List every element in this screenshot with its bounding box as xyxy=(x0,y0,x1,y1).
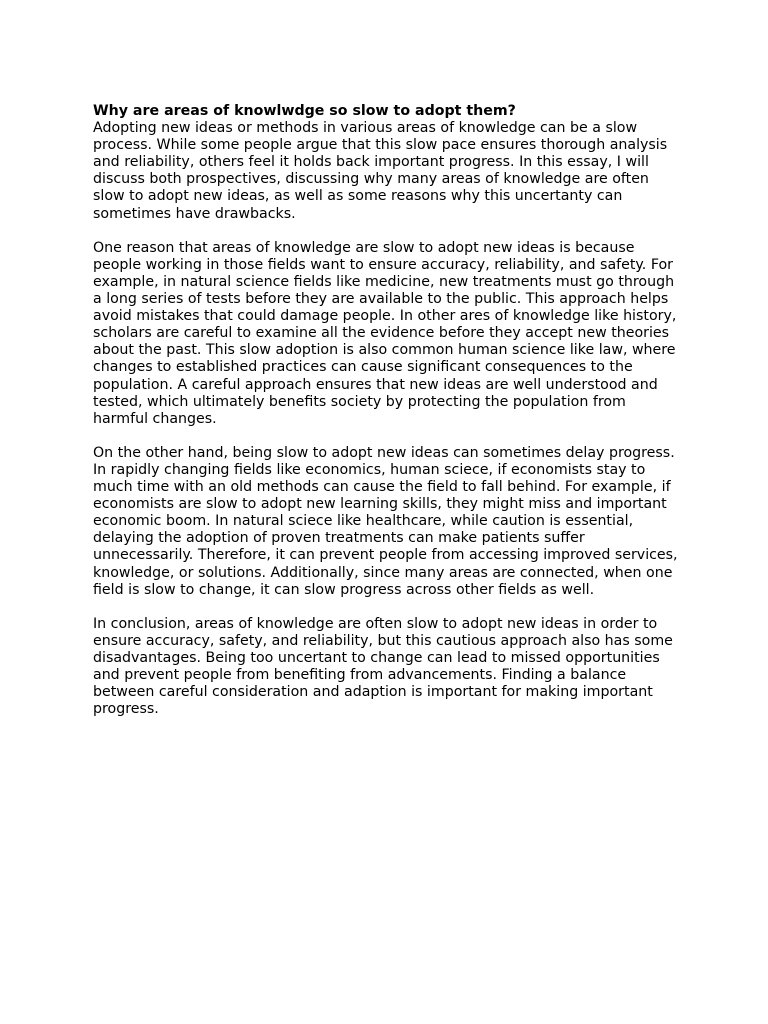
paragraph-introduction: Adopting new ideas or methods in various areas of knowledge can be a slow process. While some people argue that this slow pace ensures thorough analysis and reliability, others feel it holds back important progress. In this essay, I will discuss both prospectives, discussing why many areas of knowledge are often slow to adopt new ideas, as well as some reasons why this uncertanty can sometimes have drawbacks. xyxy=(93,120,668,222)
paragraph-conclusion: In conclusion, areas of knowledge are often slow to adopt new ideas in order to ensure accuracy, safety, and reliability, but this cautious approach also has some disadvantages. Being too uncertant to change can lead to missed opportunities and prevent people from benefiting from advancements. Finding a balance between careful consideration and adaption is important for making important progress. xyxy=(93,615,673,718)
paragraph-drawbacks: On the other hand, being slow to adopt new ideas can sometimes delay progress. In rapidly changing fields like economics, human sciece, if economists stay to much time with an old methods can cause the field to fall behind. For example, if economists are slow to adopt new learning skills, they might miss and important economic boom. In natural sciece like healthcare, while caution is essential, delaying the adoption of proven treatments can make patients suffer unnecessarily. Therefore, it can prevent people from accessing improved services, knowledge, or solutions. Additionally, since many areas are connected, when one field is slow to change, it can slow progress across other fields as well. xyxy=(93,444,678,598)
paragraph-reasons: One reason that areas of knowledge are slow to adopt new ideas is because people working in those fields want to ensure accuracy, reliability, and safety. For example, in natural science fields like medicine, new treatments must go through a long series of tests before they are available to the public. This approach helps avoid mistakes that could damage people. In other ares of knowledge like history, scholars are careful to examine all the evidence before they accept new theories about the past. This slow adoption is also common human science like law, where changes to established practices can cause significant consequences to the population. A careful approach ensures that new ideas are well understood and tested, which ultimately benefits society by protecting the population from harmful changes. xyxy=(93,239,677,427)
essay-title: Why are areas of knowlwdge so slow to adopt them? xyxy=(93,103,516,119)
essay-body xyxy=(93,103,678,718)
